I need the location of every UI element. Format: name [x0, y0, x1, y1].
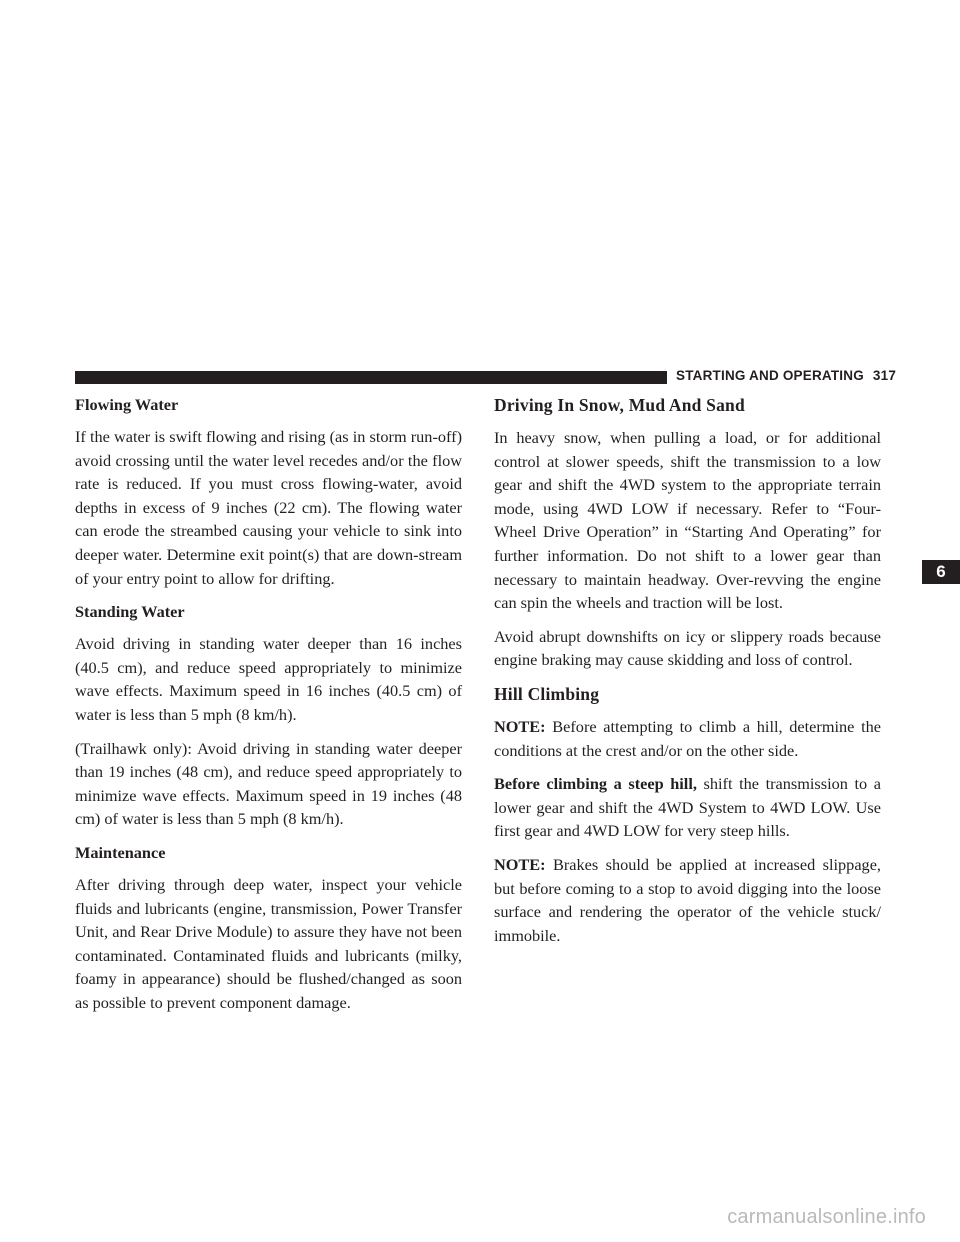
heading-standing-water: Standing Water	[75, 602, 185, 622]
paragraph-trailhawk: (Trailhawk only): Avoid driving in standing water deeper than 19 inches (48 cm), and reduce speed appropriately to minimize wave effects. Maximum speed in 19 inches (48 cm) of water is less than 5 mph (8 km/h).	[75, 738, 462, 829]
paragraph-standing-water: Avoid driving in standing water deeper than 16 inches (40.5 cm), and reduce speed appropriately to minimize wave effects. Maximum speed in 16 inches (40.5 cm) of water is less than 5 mph (8 km/h).	[75, 634, 462, 724]
chapter-tab: 6	[922, 560, 960, 584]
paragraph-downshifts: Avoid abrupt downshifts on icy or slippery roads because engine braking may cause skidding and loss of control.	[494, 626, 881, 670]
left-column	[75, 393, 462, 1024]
header-rule	[75, 371, 667, 384]
running-header	[676, 368, 896, 383]
paragraph-maintenance: After driving through deep water, inspect your vehicle fluids and lubricants (engine, transmission, Power Transfer Unit, and Rear Drive Module) to assure they have not been contaminated. Contaminated fluids and lubricants (milky, foamy in appearance) should be flushed/changed as soon as possible to prevent component damage.	[75, 874, 462, 1012]
heading-snow-mud-sand: Driving In Snow, Mud And Sand	[494, 395, 745, 415]
heading-maintenance: Maintenance	[75, 842, 166, 862]
heading-flowing-water: Flowing Water	[75, 395, 179, 414]
steep-hill-lead: Before climbing a steep hill,	[494, 774, 697, 794]
paragraph-snow: In heavy snow, when pulling a load, or for additional control at slower speeds, shift the transmission to a low gear and shift the 4WD system to the appropriate terrain mode, using 4WD LOW if necessary. Refer to “Four-Wheel Drive Operation” in “Starting And Operating” for further information. Do not shift to a lower gear than necessary to maintain headway. Over-revving the engine can spin the wheels and traction will be lost.	[494, 428, 881, 613]
note-text: Before attempting to climb a hill, determine the conditions at the crest and/or on the other side.	[494, 716, 881, 760]
note-crest	[494, 715, 881, 762]
note-label: NOTE:	[494, 854, 546, 874]
heading-hill-climbing: Hill Climbing	[494, 683, 600, 704]
watermark: carmanualsonline.info	[727, 1206, 926, 1228]
paragraph-steep-hill	[494, 772, 881, 843]
note-text: Brakes should be applied at increased slippage, but before coming to a stop to avoid digging into the loose surface and rendering the operator of the vehicle stuck/ immobile.	[494, 854, 881, 945]
note-brakes	[494, 853, 881, 947]
right-column	[494, 393, 881, 957]
note-label: NOTE:	[494, 716, 546, 736]
steep-hill-text: shift the transmission to a lower gear and shift the 4WD System to 4WD LOW. Use first gear and 4WD LOW for very steep hills.	[494, 774, 881, 841]
section-title: STARTING AND OPERATING	[676, 368, 864, 383]
paragraph-flowing-water: If the water is swift flowing and rising (as in storm run-off) avoid crossing until the water level recedes and/or the flow rate is reduced. If you must cross flowing-water, avoid depths in excess of 9 inches (22 cm). The flowing water can erode the streambed causing your vehicle to sink into deeper water. Determine exit point(s) that are down-stream of your entry point to allow for drifting.	[75, 427, 462, 588]
page-number: 317	[872, 368, 897, 383]
